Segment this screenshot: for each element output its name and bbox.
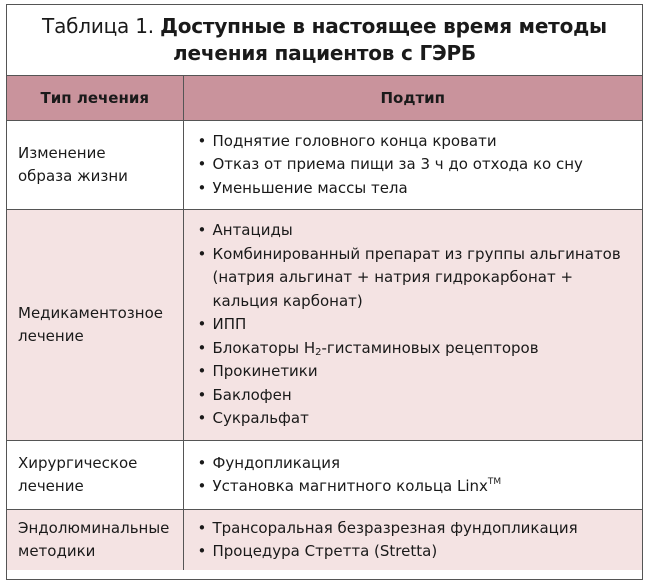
list-item-text: Трансоральная безразрезная фундопликация xyxy=(212,518,578,537)
blockers-text-end: -гистаминовых рецепторов xyxy=(321,338,539,357)
trademark-mark: TM xyxy=(487,477,502,487)
table-row-medication xyxy=(7,210,642,441)
list-item xyxy=(198,540,635,564)
subtype-cell xyxy=(183,441,642,510)
type-line-1: Эндолюминальные xyxy=(18,518,170,537)
type-line-2: лечение xyxy=(18,477,84,495)
list-item xyxy=(198,243,635,314)
list-item-text: Прокинетики xyxy=(212,362,318,381)
subtype-list xyxy=(198,517,635,564)
list-item xyxy=(198,517,635,541)
list-item xyxy=(198,130,635,154)
methods-table xyxy=(7,75,642,570)
list-item-text: Установка магнитного кольца Linx xyxy=(212,477,488,495)
list-item xyxy=(198,360,635,384)
type-cell xyxy=(7,510,183,571)
bullet-mark: • xyxy=(197,362,207,381)
header-row xyxy=(7,76,642,121)
subtype-cell xyxy=(183,121,642,210)
bullet-mark: • xyxy=(197,338,207,357)
caption-title-line-2: лечения пациентов с ГЭРБ xyxy=(173,41,476,65)
table-caption xyxy=(7,5,642,75)
list-item-text: Уменьшение массы тела xyxy=(212,178,408,197)
bullet-mark: • xyxy=(197,385,207,404)
subtype-list xyxy=(198,452,635,499)
bullet-mark: • xyxy=(197,131,207,150)
blockers-text-start: Блокаторы H xyxy=(212,338,316,357)
table-row-surgery xyxy=(7,441,642,510)
bullet-mark: • xyxy=(197,155,207,174)
bullet-mark: • xyxy=(197,518,207,537)
type-line-1: Медикаментозное xyxy=(18,303,163,322)
type-cell xyxy=(7,210,183,441)
bullet-mark: • xyxy=(197,244,207,263)
list-item xyxy=(198,313,635,337)
list-item-text: Комбинированный препарат из группы альгинатов (натрия альгинат + натрия гидрокарбонат + кальция карбонат) xyxy=(212,244,621,310)
list-item xyxy=(198,337,635,361)
bullet-mark: • xyxy=(197,542,207,560)
bullet-mark: • xyxy=(197,477,207,495)
list-item xyxy=(198,407,635,431)
list-item xyxy=(198,452,635,476)
subtype-list xyxy=(198,130,635,201)
list-item-text: Антациды xyxy=(212,221,293,240)
bullet-mark: • xyxy=(197,453,207,472)
list-item xyxy=(198,384,635,408)
type-line-2: образа жизни xyxy=(18,167,128,185)
type-line-2: методики xyxy=(18,542,96,560)
type-cell xyxy=(7,441,183,510)
bullet-mark: • xyxy=(197,221,207,240)
caption-title-line-1: Доступные в настоящее время методы xyxy=(160,14,607,38)
bullet-mark: • xyxy=(197,409,207,428)
caption-prefix: Таблица 1. xyxy=(42,14,154,38)
list-item xyxy=(198,219,635,243)
list-item xyxy=(198,475,635,499)
list-item xyxy=(198,177,635,201)
type-cell xyxy=(7,121,183,210)
list-item-text: Баклофен xyxy=(212,385,292,404)
list-item-text: Сукральфат xyxy=(212,409,309,428)
list-item-text: ИПП xyxy=(212,315,247,334)
bullet-mark: • xyxy=(197,178,207,197)
list-item xyxy=(198,153,635,177)
subtype-list xyxy=(198,219,635,431)
list-item-text: Отказ от приема пищи за 3 ч до отхода ко сну xyxy=(212,155,583,174)
list-item-text: Процедура Стретта (Stretta) xyxy=(212,542,438,560)
subtype-cell xyxy=(183,510,642,571)
header-type: Тип лечения xyxy=(7,76,183,121)
list-item-text: Поднятие головного конца кровати xyxy=(212,131,497,150)
subtype-cell xyxy=(183,210,642,441)
table-row-lifestyle xyxy=(7,121,642,210)
table-row-endoluminal xyxy=(7,510,642,571)
caption-line-1 xyxy=(7,13,642,40)
type-line-1: Изменение xyxy=(18,143,106,162)
type-line-2: лечение xyxy=(18,327,84,345)
list-item-text-blockers xyxy=(213,339,539,357)
bullet-mark: • xyxy=(197,315,207,334)
treatment-table xyxy=(6,4,643,580)
list-item-text: Фундопликация xyxy=(212,453,341,472)
header-subtype: Подтип xyxy=(183,76,642,121)
blockers-subscript: 2 xyxy=(315,346,322,358)
type-line-1: Хирургическое xyxy=(18,453,138,472)
